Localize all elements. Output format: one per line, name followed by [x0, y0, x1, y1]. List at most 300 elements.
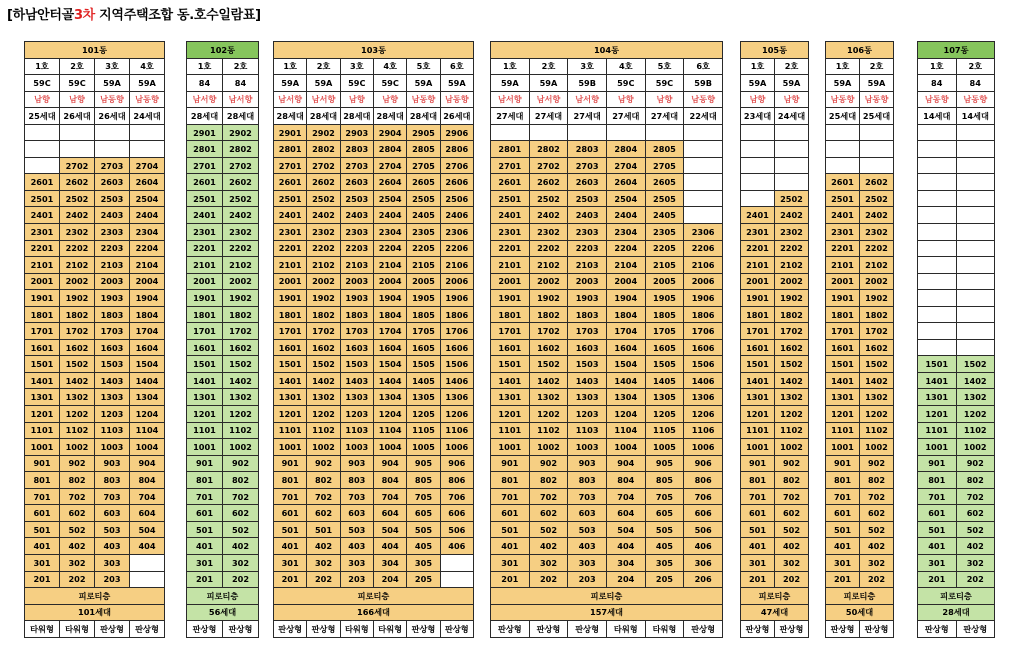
unit-cell [95, 124, 130, 141]
building-table-7 [917, 41, 995, 638]
unit-cell: 2403 [568, 207, 607, 224]
floor-row [491, 207, 723, 224]
unit-cell: 701 [274, 488, 307, 505]
unit-cell: 2102 [860, 257, 894, 274]
unit-cell: 2502 [775, 190, 809, 207]
unit-cell: 1305 [407, 389, 440, 406]
unit-cell: 1401 [187, 372, 223, 389]
unit-cell: 601 [826, 505, 860, 522]
unit-cell: 403 [340, 538, 373, 555]
unit-cell: 1201 [274, 406, 307, 423]
unit-cell: 2104 [373, 257, 406, 274]
unit-cell [741, 141, 775, 158]
unit-cell: 1002 [529, 439, 568, 456]
piloti-label: 피로티층 [274, 588, 474, 605]
total-units: 157세대 [491, 604, 723, 621]
building-name: 104동 [491, 42, 723, 59]
floor-row [826, 505, 894, 522]
type-row [491, 75, 723, 92]
unit-cell: 201 [826, 571, 860, 588]
unit-cell: 2306 [440, 224, 473, 241]
unit-cell: 1606 [440, 339, 473, 356]
unit-cell: 1901 [741, 290, 775, 307]
unit-cell: 1202 [307, 406, 340, 423]
unit-cell: 402 [860, 538, 894, 555]
unit-cell: 2303 [95, 224, 130, 241]
floor-row [741, 257, 809, 274]
unit-cell: 1201 [826, 406, 860, 423]
unit-cell: 2005 [407, 273, 440, 290]
unit-type: 59C [340, 75, 373, 92]
floor-row [187, 538, 259, 555]
unit-cell: 802 [307, 472, 340, 489]
unit-cell: 1604 [373, 339, 406, 356]
floor-row [741, 571, 809, 588]
unit-cell: 302 [775, 554, 809, 571]
unit-cell: 801 [187, 472, 223, 489]
unit-cell: 2606 [440, 174, 473, 191]
floor-row [918, 439, 995, 456]
floor-row [187, 406, 259, 423]
building-table-2 [186, 41, 259, 638]
total-units: 47세대 [741, 604, 809, 621]
unit-cell: 1701 [25, 323, 60, 340]
unit-cell: 401 [274, 538, 307, 555]
form-row [25, 621, 165, 638]
unit-cell: 1501 [741, 356, 775, 373]
form-row [741, 621, 809, 638]
type-row [25, 75, 165, 92]
form-type: 판상형 [440, 621, 473, 638]
unit-cell: 1001 [491, 439, 530, 456]
unit-cell: 704 [373, 488, 406, 505]
floor-row [918, 521, 995, 538]
unit-cell: 805 [645, 472, 684, 489]
floor-row [187, 389, 259, 406]
unit-cell: 2001 [826, 273, 860, 290]
unit-cell: 801 [25, 472, 60, 489]
unit-cell: 1501 [918, 356, 957, 373]
unit-cell: 302 [60, 554, 95, 571]
unit-cell: 2001 [741, 273, 775, 290]
unit-cell: 2301 [826, 224, 860, 241]
floor-row [25, 488, 165, 505]
unit-cell: 1402 [307, 372, 340, 389]
ho-label: 2호 [529, 58, 568, 75]
floor-row [187, 339, 259, 356]
unit-cell [956, 257, 995, 274]
unit-cell: 901 [491, 455, 530, 472]
floor-row [25, 273, 165, 290]
floor-row [826, 538, 894, 555]
unit-cell: 1902 [775, 290, 809, 307]
unit-cell: 2102 [60, 257, 95, 274]
unit-count: 26세대 [440, 108, 473, 125]
unit-cell: 602 [860, 505, 894, 522]
piloti-label: 피로티층 [741, 588, 809, 605]
direction: 남동향 [918, 91, 957, 108]
unit-cell: 2402 [860, 207, 894, 224]
unit-count: 28세대 [307, 108, 340, 125]
unit-cell: 1502 [60, 356, 95, 373]
direction: 남서향 [307, 91, 340, 108]
unit-cell [918, 157, 957, 174]
unit-cell: 1201 [918, 406, 957, 423]
form-type: 판상형 [741, 621, 775, 638]
unit-cell: 804 [373, 472, 406, 489]
unit-cell: 1301 [491, 389, 530, 406]
floor-row [491, 224, 723, 241]
floor-row [274, 372, 474, 389]
building-name: 101동 [25, 42, 165, 59]
unit-cell: 504 [130, 521, 165, 538]
ho-label: 4호 [130, 58, 165, 75]
unit-cell: 2306 [684, 224, 723, 241]
unit-cell: 1204 [130, 406, 165, 423]
direction: 남향 [741, 91, 775, 108]
unit-cell: 2401 [491, 207, 530, 224]
floor-row [918, 240, 995, 257]
direction: 남서향 [223, 91, 259, 108]
unit-cell: 1701 [741, 323, 775, 340]
unit-cell: 1102 [529, 422, 568, 439]
unit-cell: 1502 [956, 356, 995, 373]
unit-cell: 1806 [684, 306, 723, 323]
total-row [741, 604, 809, 621]
unit-cell: 702 [60, 488, 95, 505]
unit-cell: 1205 [645, 406, 684, 423]
unit-cell: 1502 [529, 356, 568, 373]
unit-cell: 1403 [340, 372, 373, 389]
form-type: 판상형 [491, 621, 530, 638]
floor-row [274, 439, 474, 456]
unit-cell: 704 [130, 488, 165, 505]
unit-count: 27세대 [606, 108, 645, 125]
unit-cell [741, 174, 775, 191]
unit-cell: 2803 [568, 141, 607, 158]
direction: 남서향 [274, 91, 307, 108]
unit-cell: 1002 [775, 439, 809, 456]
unit-cell [775, 141, 809, 158]
piloti-row [826, 588, 894, 605]
floor-row [741, 439, 809, 456]
floor-row [187, 554, 259, 571]
floor-row [274, 488, 474, 505]
unit-cell: 2602 [307, 174, 340, 191]
floor-row [826, 273, 894, 290]
unit-cell: 1301 [826, 389, 860, 406]
unit-cell: 1601 [491, 339, 530, 356]
unit-cell: 2202 [529, 240, 568, 257]
floor-row [187, 422, 259, 439]
unit-cell: 1301 [187, 389, 223, 406]
unit-cell: 1302 [223, 389, 259, 406]
ho-label: 2호 [775, 58, 809, 75]
unit-cell: 2501 [491, 190, 530, 207]
unit-cell: 2601 [491, 174, 530, 191]
unit-cell [956, 240, 995, 257]
total-row [918, 604, 995, 621]
floor-row [187, 356, 259, 373]
unit-cell: 2104 [130, 257, 165, 274]
unit-cell: 305 [645, 554, 684, 571]
unit-cell: 701 [25, 488, 60, 505]
unit-cell: 1401 [918, 372, 957, 389]
unit-cell: 2505 [645, 190, 684, 207]
unit-cell: 1001 [187, 439, 223, 456]
unit-cell: 2106 [440, 257, 473, 274]
unit-cell: 905 [645, 455, 684, 472]
unit-cell: 1303 [95, 389, 130, 406]
unit-cell: 1502 [223, 356, 259, 373]
unit-cell: 2301 [274, 224, 307, 241]
unit-cell [918, 290, 957, 307]
unit-cell: 1504 [606, 356, 645, 373]
unit-cell: 1903 [568, 290, 607, 307]
unit-type: 59C [373, 75, 406, 92]
unit-cell: 1302 [956, 389, 995, 406]
ho-label: 1호 [741, 58, 775, 75]
unit-cell: 1603 [568, 339, 607, 356]
unit-cell: 2401 [187, 207, 223, 224]
unit-cell: 2202 [307, 240, 340, 257]
unit-type: 59A [491, 75, 530, 92]
floor-row [187, 190, 259, 207]
unit-cell: 1701 [187, 323, 223, 340]
unit-cell: 2705 [645, 157, 684, 174]
floor-row [274, 157, 474, 174]
unit-cell: 1704 [606, 323, 645, 340]
unit-cell [956, 273, 995, 290]
unit-cell: 804 [606, 472, 645, 489]
unit-cell: 1101 [187, 422, 223, 439]
direction: 남향 [645, 91, 684, 108]
unit-cell: 1003 [95, 439, 130, 456]
unit-cell: 806 [684, 472, 723, 489]
floor-row [491, 240, 723, 257]
unit-cell: 1805 [407, 306, 440, 323]
floor-row [491, 389, 723, 406]
unit-cell: 1103 [95, 422, 130, 439]
unit-cell: 1504 [373, 356, 406, 373]
unit-type: 59A [274, 75, 307, 92]
unit-cell: 602 [775, 505, 809, 522]
unit-cell: 301 [491, 554, 530, 571]
unit-cell [741, 190, 775, 207]
unit-cell: 1001 [25, 439, 60, 456]
unit-cell: 2301 [25, 224, 60, 241]
unit-cell: 2504 [130, 190, 165, 207]
ho-label: 5호 [645, 58, 684, 75]
unit-cell: 2304 [373, 224, 406, 241]
unit-cell: 2903 [340, 124, 373, 141]
floor-row [274, 455, 474, 472]
floor-row [25, 505, 165, 522]
unit-cell: 203 [340, 571, 373, 588]
floor-row [25, 571, 165, 588]
unit-cell: 404 [606, 538, 645, 555]
floor-row [491, 505, 723, 522]
unit-cell: 2101 [187, 257, 223, 274]
unit-cell: 2404 [606, 207, 645, 224]
unit-cell: 506 [440, 521, 473, 538]
unit-cell: 2205 [645, 240, 684, 257]
unit-cell: 2304 [606, 224, 645, 241]
unit-cell: 2102 [223, 257, 259, 274]
unit-cell: 704 [606, 488, 645, 505]
building-header-row [274, 42, 474, 59]
unit-count: 25세대 [860, 108, 894, 125]
unit-cell: 206 [684, 571, 723, 588]
building-table-6 [825, 41, 894, 638]
unit-cell: 801 [918, 472, 957, 489]
unit-cell: 2901 [187, 124, 223, 141]
building-header-row [25, 42, 165, 59]
floor-row [741, 455, 809, 472]
unit-type: 59A [775, 75, 809, 92]
floor-row [741, 389, 809, 406]
unit-cell [606, 124, 645, 141]
floor-row [918, 157, 995, 174]
unit-count: 28세대 [407, 108, 440, 125]
unit-cell: 1801 [491, 306, 530, 323]
floor-row [491, 472, 723, 489]
piloti-row [491, 588, 723, 605]
floor-row [25, 422, 165, 439]
unit-cell: 2803 [340, 141, 373, 158]
unit-cell: 1202 [775, 406, 809, 423]
unit-cell: 2204 [130, 240, 165, 257]
unit-cell: 1401 [274, 372, 307, 389]
unit-type: 84 [187, 75, 223, 92]
unit-cell: 1202 [956, 406, 995, 423]
unit-cell: 2806 [440, 141, 473, 158]
unit-cell: 2602 [60, 174, 95, 191]
unit-cell: 1904 [373, 290, 406, 307]
unit-cell: 1801 [741, 306, 775, 323]
unit-cell: 1801 [274, 306, 307, 323]
unit-cell: 304 [373, 554, 406, 571]
floor-row [491, 439, 723, 456]
unit-cell: 301 [826, 554, 860, 571]
unit-cell: 1802 [775, 306, 809, 323]
unit-cell: 1101 [491, 422, 530, 439]
unit-cell: 1202 [60, 406, 95, 423]
floor-row [187, 306, 259, 323]
floor-row [826, 141, 894, 158]
direction: 남향 [606, 91, 645, 108]
unit-count: 27세대 [645, 108, 684, 125]
unit-cell: 2201 [491, 240, 530, 257]
unit-cell: 1706 [684, 323, 723, 340]
unit-cell: 2801 [491, 141, 530, 158]
unit-cell: 1301 [25, 389, 60, 406]
unit-cell: 2102 [775, 257, 809, 274]
unit-cell: 901 [274, 455, 307, 472]
unit-cell: 1704 [373, 323, 406, 340]
unit-cell: 2604 [606, 174, 645, 191]
unit-cell: 2602 [529, 174, 568, 191]
unit-cell: 2204 [606, 240, 645, 257]
unit-cell: 1002 [860, 439, 894, 456]
unit-cell: 1603 [340, 339, 373, 356]
unit-cell: 2303 [568, 224, 607, 241]
unit-cell: 201 [25, 571, 60, 588]
unit-cell: 1902 [60, 290, 95, 307]
unit-cell: 1604 [606, 339, 645, 356]
unit-cell [826, 124, 860, 141]
unit-cell: 202 [860, 571, 894, 588]
unit-cell: 1206 [684, 406, 723, 423]
unit-cell: 801 [274, 472, 307, 489]
unit-cell: 905 [407, 455, 440, 472]
unit-cell: 501 [918, 521, 957, 538]
floor-row [274, 124, 474, 141]
unit-type: 59A [130, 75, 165, 92]
floor-row [826, 554, 894, 571]
unit-cell: 602 [60, 505, 95, 522]
title-highlight: 3차 [73, 8, 95, 23]
unit-cell: 2001 [491, 273, 530, 290]
unit-cell: 2101 [741, 257, 775, 274]
floor-row [25, 521, 165, 538]
unit-cell: 1902 [223, 290, 259, 307]
unit-cell: 2503 [340, 190, 373, 207]
unit-cell: 2401 [741, 207, 775, 224]
unit-cell: 2302 [223, 224, 259, 241]
direction: 남동향 [956, 91, 995, 108]
unit-cell [25, 124, 60, 141]
unit-cell [775, 174, 809, 191]
unit-cell [956, 190, 995, 207]
floor-row [25, 224, 165, 241]
form-type: 타워형 [606, 621, 645, 638]
floor-row [274, 571, 474, 588]
floor-row [274, 290, 474, 307]
floor-row [918, 406, 995, 423]
unit-cell [918, 207, 957, 224]
form-type: 판상형 [187, 621, 223, 638]
floor-row [918, 224, 995, 241]
floor-row [826, 455, 894, 472]
unit-cell: 903 [95, 455, 130, 472]
unit-type: 59C [60, 75, 95, 92]
unit-cell [826, 157, 860, 174]
unit-cell [25, 141, 60, 158]
unit-cell: 404 [130, 538, 165, 555]
unit-cell [130, 141, 165, 158]
unit-cell: 1605 [645, 339, 684, 356]
direction-row [187, 91, 259, 108]
unit-cell: 1802 [60, 306, 95, 323]
unit-cell: 1001 [826, 439, 860, 456]
unit-cell: 502 [529, 521, 568, 538]
unit-cell: 1503 [95, 356, 130, 373]
unit-cell: 503 [340, 521, 373, 538]
building-table-4 [490, 41, 723, 638]
unit-cell [775, 157, 809, 174]
unit-cell: 1804 [606, 306, 645, 323]
total-units: 101세대 [25, 604, 165, 621]
unit-cell: 1402 [60, 372, 95, 389]
unit-cell: 2403 [340, 207, 373, 224]
unit-cell: 1703 [95, 323, 130, 340]
unit-cell: 2605 [645, 174, 684, 191]
ho-row [25, 58, 165, 75]
floor-row [274, 323, 474, 340]
floor-row [826, 207, 894, 224]
unit-cell: 1302 [775, 389, 809, 406]
